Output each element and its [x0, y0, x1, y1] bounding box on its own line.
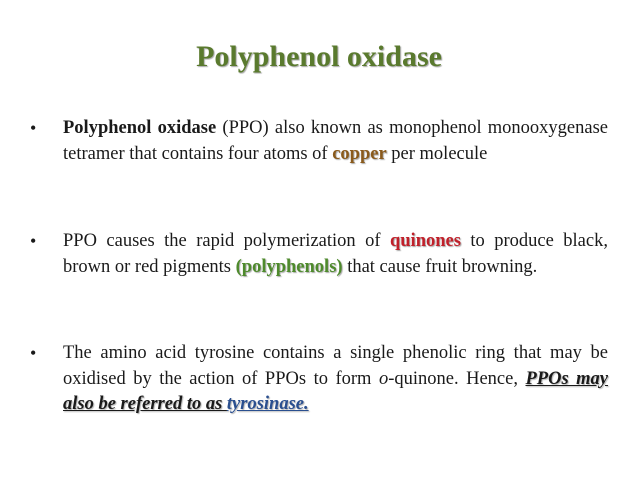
emphasis-period: .: [304, 394, 309, 414]
bullet-2-text-part: PPO causes the rapid polymerization of: [63, 231, 390, 251]
slide-title: Polyphenol oxidase: [196, 40, 442, 73]
bullet-2: [30, 229, 608, 280]
bullet-2-text-end: that cause fruit browning.: [342, 256, 538, 277]
term-polyphenol-oxidase: Polyphenol oxidase: [63, 118, 217, 138]
highlight-polyphenols: (polyphenols): [235, 256, 343, 277]
bullet-3-text-mid: -quinone. Hence,: [388, 368, 526, 389]
italic-o: o: [378, 368, 389, 389]
bullet-marker: •: [30, 118, 37, 138]
bullet-2-text-mid: to produce black, brown or red pigments: [63, 231, 608, 277]
emphasis-tyrosinase: tyrosinase: [226, 394, 305, 414]
emphasis-ppos-referred: PPOs may also be referred to as: [63, 368, 609, 414]
bullet-3-text: [63, 341, 608, 418]
bullet-1-text: [63, 116, 608, 167]
bullet-2-text: [63, 229, 608, 280]
bullet-1-text-end: per molecule: [386, 143, 488, 164]
bullet-1-text-part: (PPO) also known as monophenol monooxygenase tetramer that contains four atoms of: [63, 118, 609, 164]
highlight-copper: copper: [332, 143, 387, 164]
bullet-marker: •: [30, 343, 37, 363]
bullet-3-text-part: The amino acid tyrosine contains a single phenolic ring that may be oxidised by the action of PPOs to form: [63, 343, 608, 389]
highlight-quinones: quinones: [389, 231, 461, 251]
bullet-marker: •: [30, 231, 37, 251]
bullet-1: [30, 116, 608, 167]
bullet-3: [30, 341, 608, 418]
